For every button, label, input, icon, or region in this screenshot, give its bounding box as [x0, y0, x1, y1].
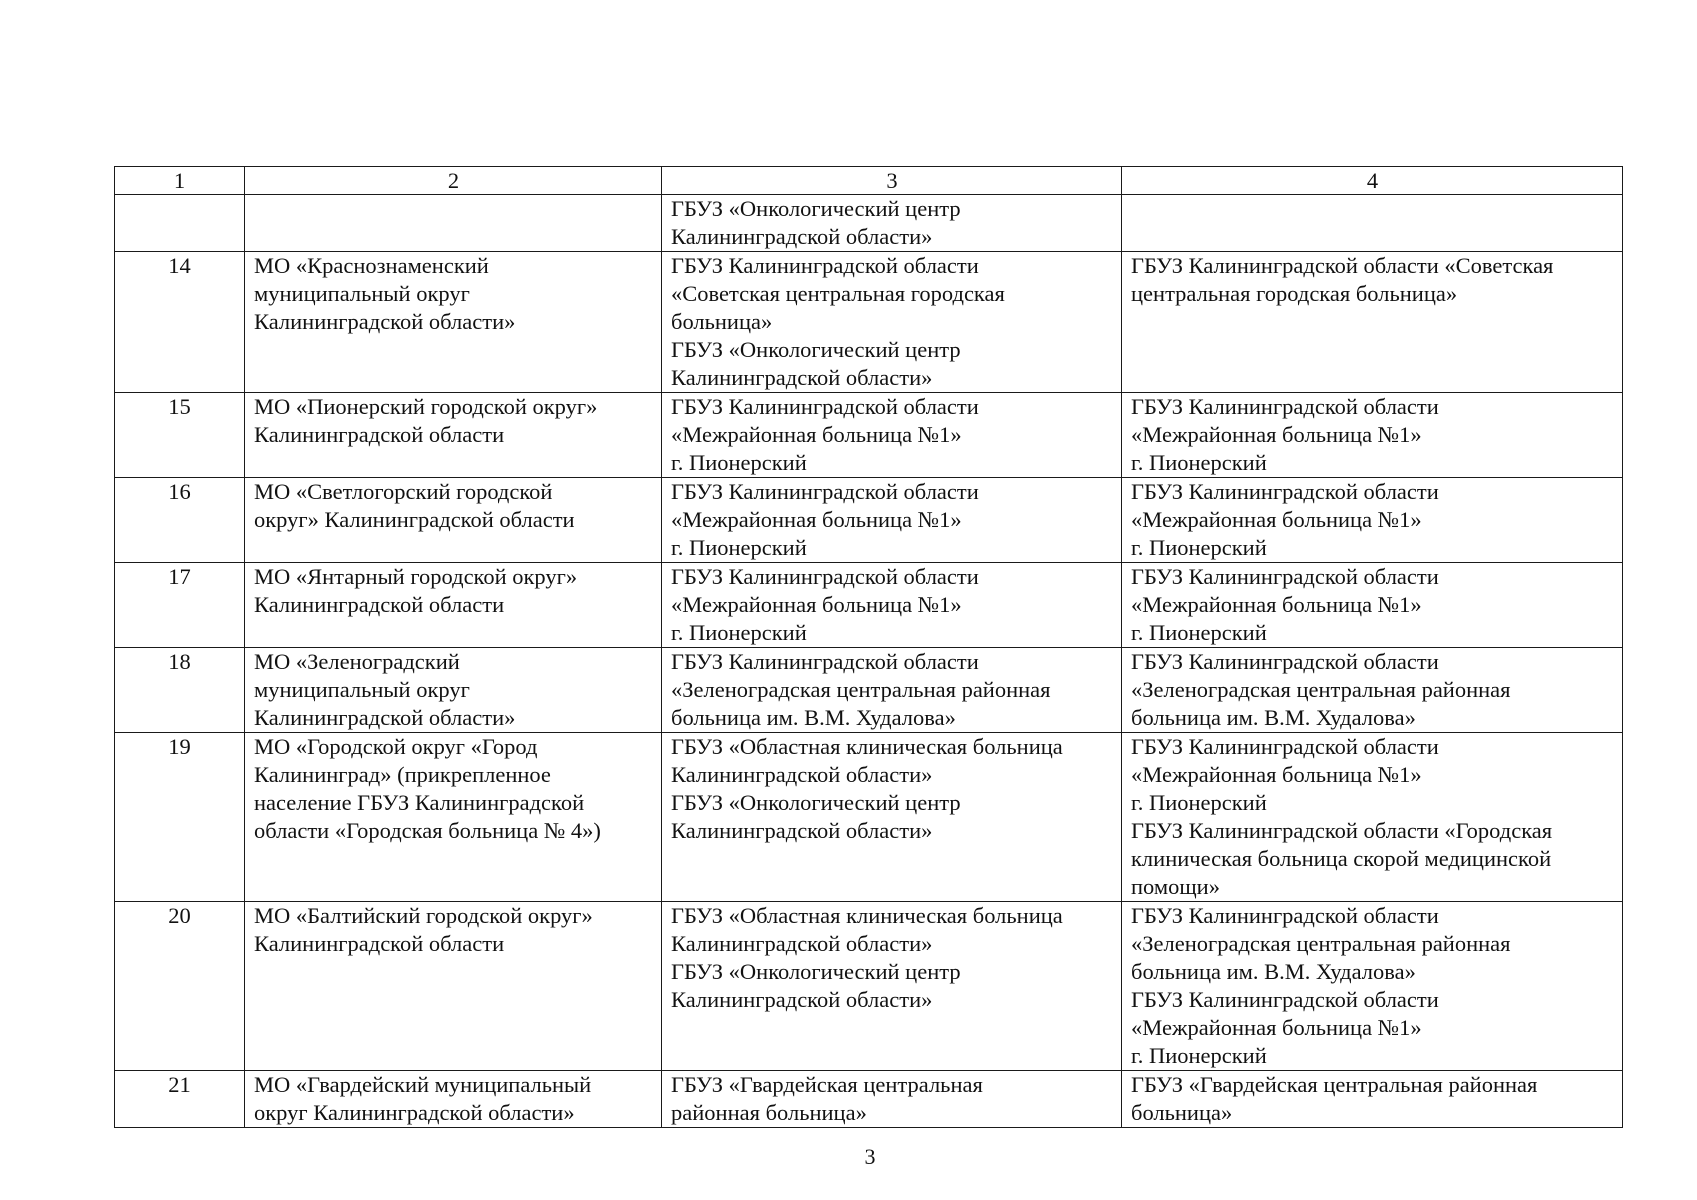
table-row: [115, 1071, 1623, 1128]
header-col-1: 1: [115, 167, 245, 195]
page-number: 3: [864, 1144, 876, 1169]
table-row: [115, 195, 1623, 252]
institution-cell-col3: ГБУЗ «Онкологический центр Калининградской области»: [662, 195, 1122, 252]
municipality-cell: МО «Балтийский городской округ» Калининградской области: [245, 902, 662, 1071]
institution-cell-col3: ГБУЗ «Гвардейская центральная районная больница»: [662, 1071, 1122, 1128]
municipality-cell: МО «Светлогорский городской округ» Калининградской области: [245, 478, 662, 563]
table-row: [115, 648, 1623, 733]
institution-cell-col4: ГБУЗ «Гвардейская центральная районная больница»: [1122, 1071, 1623, 1128]
hospital-routing-table: [114, 166, 1623, 1128]
table-row: [115, 563, 1623, 648]
municipality-cell: МО «Пионерский городской округ» Калининградской области: [245, 393, 662, 478]
institution-cell-col3: ГБУЗ Калининградской области «Межрайонная больница №1» г. Пионерский: [662, 393, 1122, 478]
table-row: [115, 733, 1623, 902]
institution-cell-col4: ГБУЗ Калининградской области «Межрайонная больница №1» г. Пионерский ГБУЗ Калининградской области «Городская клиническая больница скорой медицинской помощи»: [1122, 733, 1623, 902]
municipality-cell: МО «Гвардейский муниципальный округ Калининградской области»: [245, 1071, 662, 1128]
table-row: [115, 252, 1623, 393]
table-row: [115, 902, 1623, 1071]
row-number: 16: [115, 478, 245, 563]
institution-cell-col4: ГБУЗ Калининградской области «Зеленоградская центральная районная больница им. В.М. Худалова»: [1122, 648, 1623, 733]
institution-cell-col3: ГБУЗ Калининградской области «Советская центральная городская больница» ГБУЗ «Онкологический центр Калининградской области»: [662, 252, 1122, 393]
row-number: 18: [115, 648, 245, 733]
table-header-row: [115, 167, 1623, 195]
institution-cell-col3: ГБУЗ Калининградской области «Межрайонная больница №1» г. Пионерский: [662, 478, 1122, 563]
institution-cell-col4: ГБУЗ Калининградской области «Советская центральная городская больница»: [1122, 252, 1623, 393]
municipality-cell: МО «Краснознаменский муниципальный округ Калининградской области»: [245, 252, 662, 393]
institution-cell-col3: ГБУЗ Калининградской области «Межрайонная больница №1» г. Пионерский: [662, 563, 1122, 648]
institution-cell-col3: ГБУЗ «Областная клиническая больница Калининградской области» ГБУЗ «Онкологический центр Калининградской области»: [662, 733, 1122, 902]
row-number: 20: [115, 902, 245, 1071]
municipality-cell: МО «Зеленоградский муниципальный округ Калининградской области»: [245, 648, 662, 733]
row-number: 14: [115, 252, 245, 393]
row-number: 19: [115, 733, 245, 902]
row-number: 21: [115, 1071, 245, 1128]
table-row: [115, 393, 1623, 478]
institution-cell-col3: ГБУЗ «Областная клиническая больница Калининградской области» ГБУЗ «Онкологический центр Калининградской области»: [662, 902, 1122, 1071]
header-col-3: 3: [662, 167, 1122, 195]
row-number: 17: [115, 563, 245, 648]
institution-cell-col4: ГБУЗ Калининградской области «Межрайонная больница №1» г. Пионерский: [1122, 478, 1623, 563]
municipality-cell: МО «Янтарный городской округ» Калининградской области: [245, 563, 662, 648]
institution-cell-col4: ГБУЗ Калининградской области «Межрайонная больница №1» г. Пионерский: [1122, 393, 1623, 478]
row-number: 15: [115, 393, 245, 478]
row-number: [115, 195, 245, 252]
institution-cell-col4: [1122, 195, 1623, 252]
institution-cell-col4: ГБУЗ Калининградской области «Межрайонная больница №1» г. Пионерский: [1122, 563, 1623, 648]
institution-cell-col3: ГБУЗ Калининградской области «Зеленоградская центральная районная больница им. В.М. Худалова»: [662, 648, 1122, 733]
table-row: [115, 478, 1623, 563]
municipality-cell: МО «Городской округ «Город Калининград» (прикрепленное население ГБУЗ Калининградской области «Городская больница № 4»): [245, 733, 662, 902]
institution-cell-col4: ГБУЗ Калининградской области «Зеленоградская центральная районная больница им. В.М. Худалова» ГБУЗ Калининградской области «Межрайонная больница №1» г. Пионерский: [1122, 902, 1623, 1071]
header-col-4: 4: [1122, 167, 1623, 195]
header-col-2: 2: [245, 167, 662, 195]
municipality-cell: [245, 195, 662, 252]
